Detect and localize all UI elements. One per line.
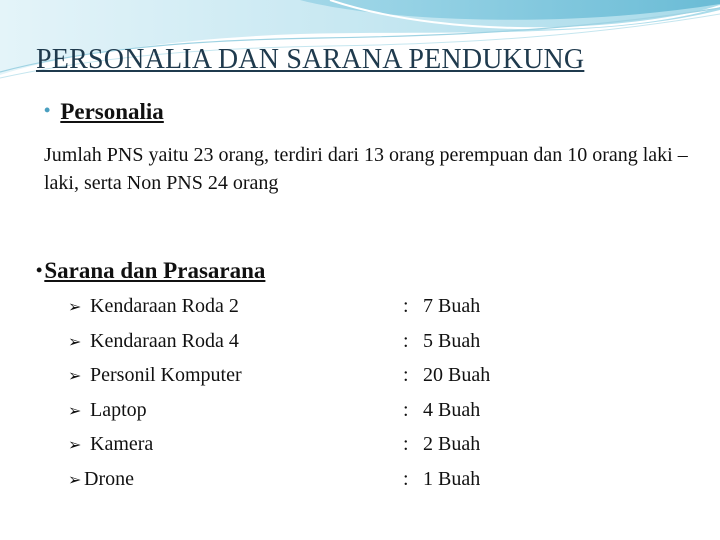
list-item xyxy=(68,433,153,461)
separator: : xyxy=(403,399,409,421)
list-item xyxy=(68,330,239,358)
item-label: Laptop xyxy=(90,399,147,421)
separator: : xyxy=(403,468,409,490)
separator: : xyxy=(403,330,409,352)
bullet-dot-icon: • xyxy=(44,100,51,120)
arrow-bullet-icon: ➢ xyxy=(68,366,82,385)
personalia-heading-text: Personalia xyxy=(60,99,164,124)
sarana-heading-text: Sarana dan Prasarana xyxy=(44,258,266,283)
separator: : xyxy=(403,433,409,455)
item-label: Personil Komputer xyxy=(90,364,242,386)
bullet-dot-icon: • xyxy=(36,260,43,280)
separator: : xyxy=(403,295,409,317)
arrow-bullet-icon: ➢ xyxy=(68,297,82,316)
list-item xyxy=(68,364,242,392)
list-item xyxy=(68,295,239,323)
arrow-bullet-icon: ➢ xyxy=(68,435,82,454)
item-label: Kendaraan Roda 4 xyxy=(90,330,239,352)
arrow-bullet-icon: ➢ xyxy=(68,401,82,420)
personalia-paragraph: Jumlah PNS yaitu 23 orang, terdiri dari 13 orang perempuan dan 10 orang laki – laki, serta Non PNS 24 orang xyxy=(44,144,688,194)
item-value: 2 Buah xyxy=(423,433,481,455)
personalia-heading xyxy=(44,99,164,125)
item-value: 4 Buah xyxy=(423,399,481,421)
item-label: Drone xyxy=(84,468,134,490)
item-value: 5 Buah xyxy=(423,330,481,352)
item-label: Kendaraan Roda 2 xyxy=(90,295,239,317)
arrow-bullet-icon: ➢ xyxy=(68,470,82,489)
sarana-heading xyxy=(36,258,265,284)
item-label: Kamera xyxy=(90,433,154,455)
item-value: 1 Buah xyxy=(423,468,481,490)
item-value: 7 Buah xyxy=(423,295,481,317)
slide-title: PERSONALIA DAN SARANA PENDUKUNG xyxy=(36,44,585,75)
arrow-bullet-icon: ➢ xyxy=(68,332,82,351)
list-item xyxy=(68,399,147,427)
separator: : xyxy=(403,364,409,386)
list-item xyxy=(68,468,134,496)
item-value: 20 Buah xyxy=(423,364,491,386)
